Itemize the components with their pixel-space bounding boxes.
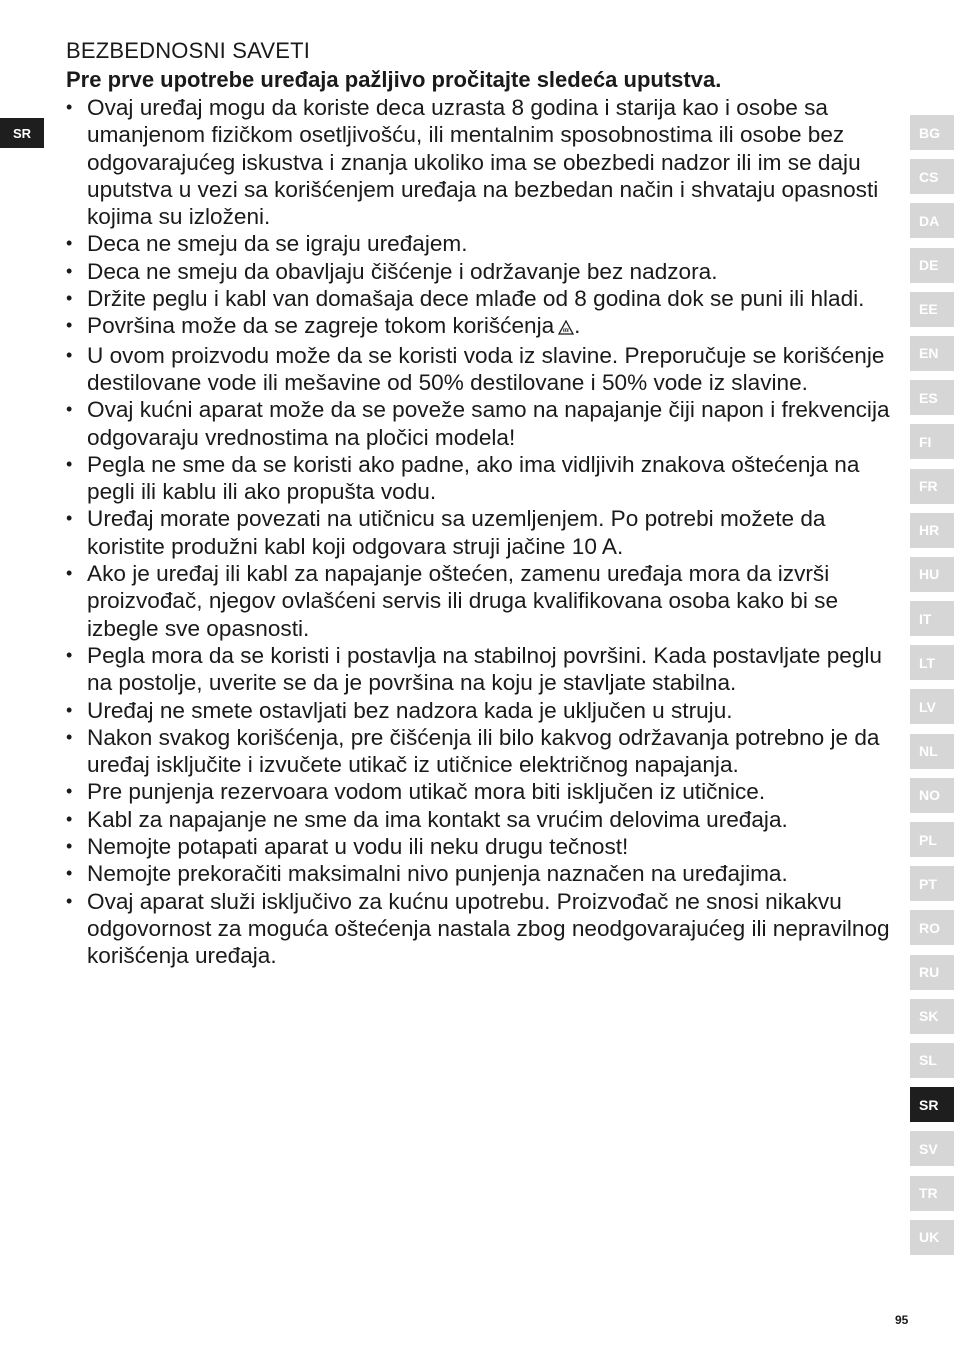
language-tab-hu[interactable]: HU <box>910 557 954 592</box>
language-tab-fi[interactable]: FI <box>910 424 954 459</box>
list-item: • Nakon svakog korišćenja, pre čišćenja ili bilo kakvog održavanja potrebno je da uređaj isključite i izvučete utikač iz utičnice električnog napajanja. <box>66 724 894 779</box>
language-tab-ro[interactable]: RO <box>910 910 954 945</box>
language-tab-ee[interactable]: EE <box>910 292 954 327</box>
language-tab-tr[interactable]: TR <box>910 1176 954 1211</box>
page-number: 95 <box>895 1313 909 1327</box>
language-tab-en[interactable]: EN <box>910 336 954 371</box>
list-item-text: Površina može da se zagreje tokom korišćenja <box>87 313 555 339</box>
language-tab-sv[interactable]: SV <box>910 1131 954 1166</box>
list-item: • Pre punjenja rezervoara vodom utikač mora biti isključen iz utičnice. <box>66 778 894 805</box>
list-item-suffix: . <box>574 313 581 339</box>
list-item: • Deca ne smeju da obavljaju čišćenje i održavanje bez nadzora. <box>66 258 894 285</box>
language-tabs <box>910 115 954 1264</box>
language-tab-it[interactable]: IT <box>910 601 954 636</box>
list-item: • Nemojte prekoračiti maksimalni nivo punjenja naznačen na uređajima. <box>66 860 894 887</box>
language-tab-bg[interactable]: BG <box>910 115 954 150</box>
language-tab-de[interactable]: DE <box>910 248 954 283</box>
language-tab-lv[interactable]: LV <box>910 689 954 724</box>
list-item: • Ovaj kućni aparat može da se poveže samo na napajanje čiji napon i frekvencija odgovaraju vrednostima na pločici modela! <box>66 396 894 451</box>
language-tab-uk[interactable]: UK <box>910 1220 954 1255</box>
hot-surface-warning-icon <box>558 314 574 341</box>
language-tab-es[interactable]: ES <box>910 380 954 415</box>
list-item: • Nemojte potapati aparat u vodu ili neku drugu tečnost! <box>66 833 894 860</box>
list-item: • Ovaj aparat služi isključivo za kućnu upotrebu. Proizvođač ne snosi nikakvu odgovornost za moguća oštećenja nastala zbog neodgovarajućeg ili nepravilnog korišćenja uređaja. <box>66 888 894 970</box>
main-content <box>66 36 894 970</box>
language-tab-lt[interactable]: LT <box>910 645 954 680</box>
current-language-tab: SR <box>0 118 44 148</box>
section-title: BEZBEDNOSNI SAVETI <box>66 38 311 63</box>
list-item <box>66 312 894 341</box>
language-tab-sr[interactable]: SR <box>910 1087 954 1122</box>
language-tab-cs[interactable]: CS <box>910 159 954 194</box>
language-tab-sk[interactable]: SK <box>910 999 954 1034</box>
language-tab-sl[interactable]: SL <box>910 1043 954 1078</box>
language-tab-pl[interactable]: PL <box>910 822 954 857</box>
list-item: • Uređaj ne smete ostavljati bez nadzora kada je uključen u struju. <box>66 697 894 724</box>
list-item: • Kabl za napajanje ne sme da ima kontakt sa vrućim delovima uređaja. <box>66 806 894 833</box>
list-item: • Uređaj morate povezati na utičnicu sa uzemljenjem. Po potrebi možete da koristite produžni kabl koji odgovara struji jačine 10 A. <box>66 505 894 560</box>
list-item: • Ako je uređaj ili kabl za napajanje oštećen, zamenu uređaja mora da izvrši proizvođač, njegov ovlašćeni servis ili druga kvalifikovana osoba kako bi se izbegle sve opasnosti. <box>66 560 894 642</box>
lead-instruction: Pre prve upotrebe uređaja pažljivo pročitajte sledeća uputstva. <box>66 67 722 92</box>
language-tab-pt[interactable]: PT <box>910 866 954 901</box>
safety-list <box>66 94 894 970</box>
list-item: • Ovaj uređaj mogu da koriste deca uzrasta 8 godina i starija kao i osobe sa umanjenom fizičkom osetljivošću, ili mentalnim sposobnostima ili osobe bez odgovarajućeg iskustva i znanja ukoliko ima se obezbedi nadzor ili im se daju uputstva u vezi sa korišćenjem uređaja na bezbedan način i shvataju opasnosti kojima su izloženi. <box>66 94 894 230</box>
language-tab-no[interactable]: NO <box>910 778 954 813</box>
list-item: • Držite peglu i kabl van domašaja dece mlađe od 8 godina dok se puni ili hladi. <box>66 285 894 312</box>
language-tab-da[interactable]: DA <box>910 203 954 238</box>
language-tab-fr[interactable]: FR <box>910 469 954 504</box>
list-item: • Pegla ne sme da se koristi ako padne, ako ima vidljivih znakova oštećenja na pegli ili kablu ili ako propušta vodu. <box>66 451 894 506</box>
list-item: • U ovom proizvodu može da se koristi voda iz slavine. Preporučuje se korišćenje destilovane vode ili mešavine od 50% destilovane i 50% vode iz slavine. <box>66 342 894 397</box>
list-item: • Pegla mora da se koristi i postavlja na stabilnoj površini. Kada postavljate peglu na postolje, uverite se da je površina na koju je stavljate stabilna. <box>66 642 894 697</box>
language-tab-ru[interactable]: RU <box>910 955 954 990</box>
list-item: • Deca ne smeju da se igraju uređajem. <box>66 230 894 257</box>
language-tab-nl[interactable]: NL <box>910 734 954 769</box>
language-tab-hr[interactable]: HR <box>910 513 954 548</box>
